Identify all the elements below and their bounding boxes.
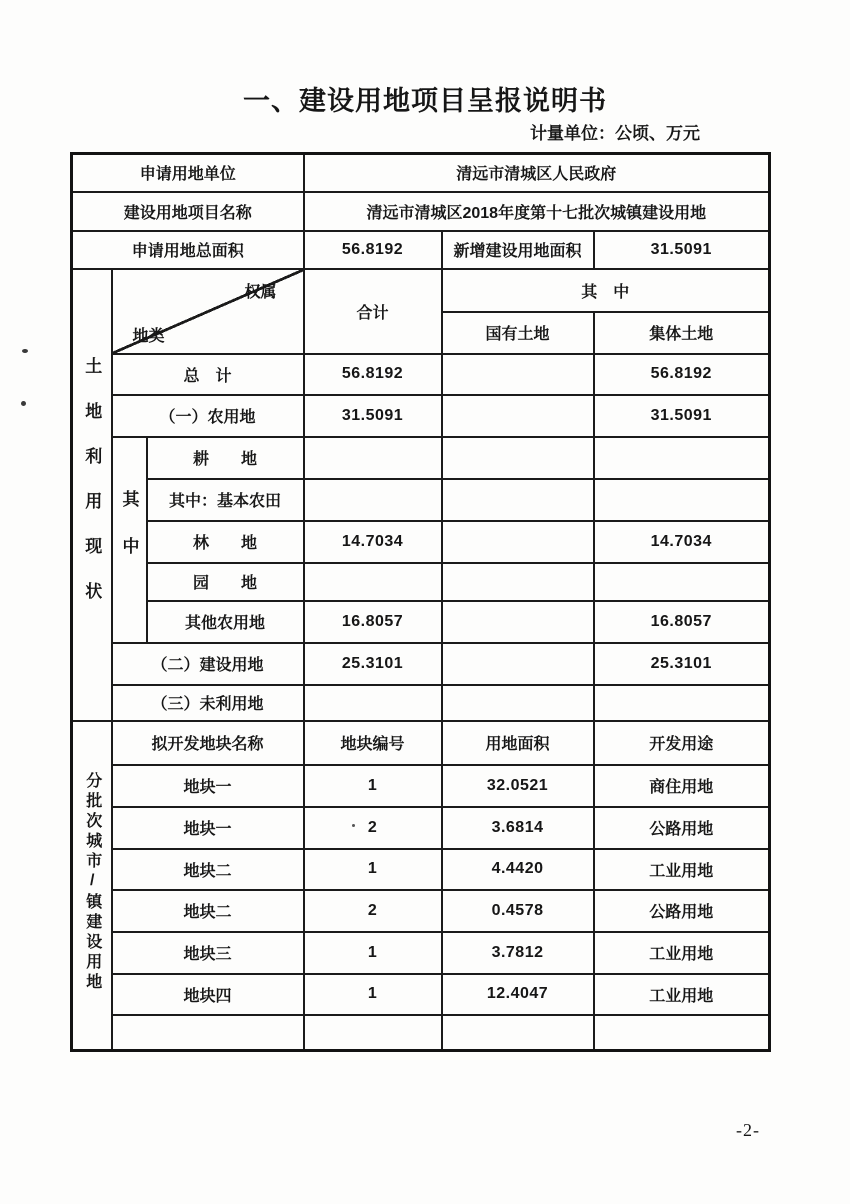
land-row-state <box>442 395 594 437</box>
land-row-collective: 31.5091 <box>594 395 770 437</box>
parcel-area-cell: 3.6814 <box>442 807 594 849</box>
parcel-use-cell: 工业用地 <box>594 974 770 1015</box>
land-row-label: 其中：基本农田 <box>147 479 304 521</box>
parcel-use-cell <box>594 1015 770 1051</box>
land-row-label: 林 地 <box>147 521 304 563</box>
land-use-row <box>72 643 770 685</box>
parcel-number-cell: 1 <box>304 974 442 1015</box>
parcel-name-cell <box>112 1015 304 1051</box>
among-group-label-cell <box>112 437 147 643</box>
parcel-name-cell: 地块二 <box>112 890 304 932</box>
land-use-row <box>72 685 770 721</box>
parcel-number-cell <box>304 1015 442 1051</box>
land-row-state <box>442 437 594 479</box>
parcels-header-row <box>72 721 770 765</box>
land-use-row <box>72 479 770 521</box>
land-row-state <box>442 479 594 521</box>
land-row-total <box>304 685 442 721</box>
scan-speck <box>22 349 28 353</box>
land-row-collective: 56.8192 <box>594 354 770 395</box>
land-row-label: 园 地 <box>147 563 304 601</box>
parcel-row <box>72 974 770 1015</box>
land-use-row <box>72 354 770 395</box>
land-row-collective <box>594 563 770 601</box>
among-col-header: 其 中 <box>442 269 770 312</box>
parcel-row <box>72 765 770 807</box>
total-area-value-cell: 56.8192 <box>304 231 442 269</box>
parcel-use-cell: 公路用地 <box>594 890 770 932</box>
land-row-total: 14.7034 <box>304 521 442 563</box>
total-col-header: 合计 <box>304 269 442 354</box>
area-summary-row <box>72 231 770 269</box>
new-area-value-cell: 31.5091 <box>594 231 770 269</box>
parcel-col-use-header: 开发用途 <box>594 721 770 765</box>
diagonal-header-cell <box>112 269 304 354</box>
parcel-number-cell: 2 <box>304 890 442 932</box>
parcel-area-cell <box>442 1015 594 1051</box>
parcel-name-cell: 地块四 <box>112 974 304 1015</box>
ownership-header: 权属 <box>244 283 277 301</box>
land-row-state <box>442 563 594 601</box>
land-row-collective <box>594 437 770 479</box>
parcel-col-number-header: 地块编号 <box>304 721 442 765</box>
parcel-use-cell: 公路用地 <box>594 807 770 849</box>
land-row-collective: 16.8057 <box>594 601 770 643</box>
land-row-total: 16.8057 <box>304 601 442 643</box>
land-row-state <box>442 601 594 643</box>
land-row-collective <box>594 685 770 721</box>
scan-speck <box>21 401 26 406</box>
parcel-area-cell: 0.4578 <box>442 890 594 932</box>
new-area-label-cell: 新增建设用地面积 <box>442 231 594 269</box>
parcel-number-cell: 1 <box>304 765 442 807</box>
parcel-use-cell: 商住用地 <box>594 765 770 807</box>
page-number: -2- <box>736 1120 760 1140</box>
land-row-label: （一）农用地 <box>112 395 304 437</box>
unit-note: 计量单位：公顷、万元 <box>530 124 700 143</box>
parcel-row <box>72 849 770 890</box>
parcel-number-cell: 1 <box>304 932 442 974</box>
land-row-state <box>442 521 594 563</box>
parcel-use-cell: 工业用地 <box>594 932 770 974</box>
parcel-name-cell: 地块三 <box>112 932 304 974</box>
state-owned-col-header: 国有土地 <box>442 312 594 354</box>
parcel-row <box>72 890 770 932</box>
applicant-row <box>72 154 770 192</box>
land-use-row <box>72 395 770 437</box>
land-row-total <box>304 437 442 479</box>
parcel-name-cell: 地块一 <box>112 807 304 849</box>
parcel-col-area-header: 用地面积 <box>442 721 594 765</box>
parcels-section-label-cell <box>72 721 112 1051</box>
parcel-row <box>72 932 770 974</box>
parcel-name-cell: 地块一 <box>112 765 304 807</box>
parcel-area-cell: 4.4420 <box>442 849 594 890</box>
land-use-row <box>72 437 770 479</box>
land-use-header-row-1 <box>72 269 770 312</box>
land-use-section-label: 土地利用现状 <box>82 357 102 627</box>
applicant-label-cell: 申请用地单位 <box>72 154 304 192</box>
parcel-col-name-header: 拟开发地块名称 <box>112 721 304 765</box>
land-row-label: （二）建设用地 <box>112 643 304 685</box>
land-use-row <box>72 521 770 563</box>
report-table <box>70 152 771 1052</box>
total-area-label-cell: 申请用地总面积 <box>72 231 304 269</box>
parcel-number-cell: 2 <box>304 807 442 849</box>
project-name-row <box>72 192 770 231</box>
land-row-total <box>304 479 442 521</box>
page-title: 一、建设用地项目呈报说明书 <box>243 86 607 116</box>
land-row-state <box>442 354 594 395</box>
project-name-label-cell: 建设用地项目名称 <box>72 192 304 231</box>
collective-col-header: 集体土地 <box>594 312 770 354</box>
land-row-label: 总 计 <box>112 354 304 395</box>
land-row-label: （三）未利用地 <box>112 685 304 721</box>
parcel-row <box>72 807 770 849</box>
land-row-total <box>304 563 442 601</box>
land-row-label: 其他农用地 <box>147 601 304 643</box>
land-use-row <box>72 601 770 643</box>
parcel-row-empty <box>72 1015 770 1051</box>
land-row-collective: 14.7034 <box>594 521 770 563</box>
land-row-state <box>442 643 594 685</box>
land-row-collective: 25.3101 <box>594 643 770 685</box>
parcels-section-label: 分批次城市/镇建设用地 <box>83 772 101 994</box>
parcel-area-cell: 12.4047 <box>442 974 594 1015</box>
parcel-area-cell: 32.0521 <box>442 765 594 807</box>
applicant-value-cell: 清远市清城区人民政府 <box>304 154 770 192</box>
land-row-total: 56.8192 <box>304 354 442 395</box>
parcel-use-cell: 工业用地 <box>594 849 770 890</box>
land-use-section-label-cell <box>72 269 112 721</box>
land-row-total: 25.3101 <box>304 643 442 685</box>
land-row-collective <box>594 479 770 521</box>
landtype-header: 地类 <box>132 327 165 345</box>
project-name-value-cell: 清远市清城区2018年度第十七批次城镇建设用地 <box>304 192 770 231</box>
among-group-label: 其中 <box>119 490 139 584</box>
land-row-label: 耕 地 <box>147 437 304 479</box>
land-use-row <box>72 563 770 601</box>
scan-speck <box>352 824 355 827</box>
land-row-state <box>442 685 594 721</box>
parcel-number-cell: 1 <box>304 849 442 890</box>
land-row-total: 31.5091 <box>304 395 442 437</box>
parcel-area-cell: 3.7812 <box>442 932 594 974</box>
parcel-name-cell: 地块二 <box>112 849 304 890</box>
